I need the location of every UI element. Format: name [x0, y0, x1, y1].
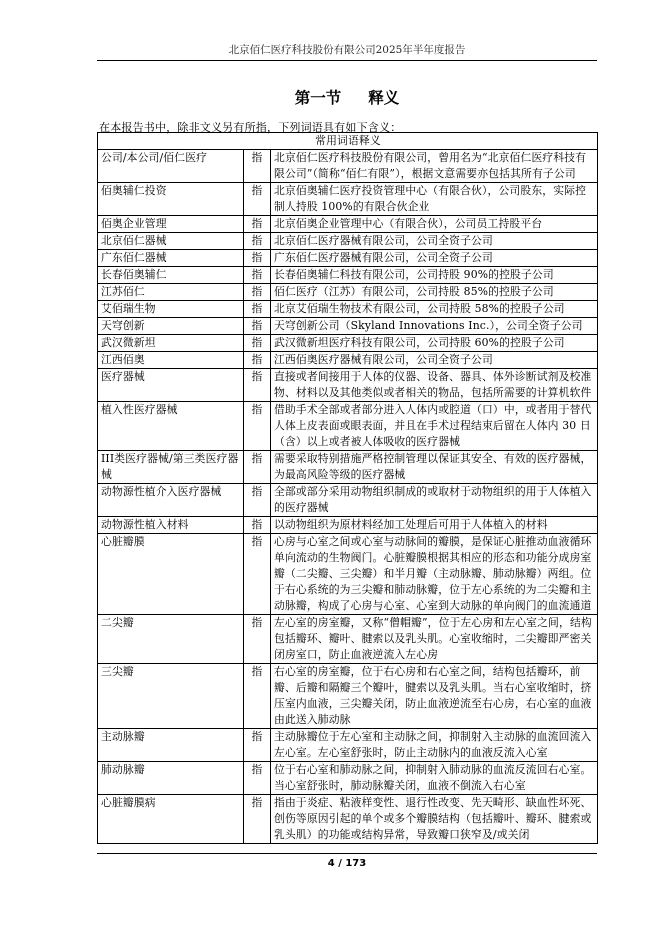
page-number: 4 / 173 [327, 858, 367, 869]
ref-cell: 指 [244, 369, 271, 402]
term-cell: III类医疗器械/第三类医疗器械 [98, 451, 244, 484]
table-row [98, 233, 598, 250]
ref-cell: 指 [244, 318, 271, 335]
ref-cell: 指 [244, 795, 271, 844]
term-cell: 江苏佰仁 [98, 284, 244, 301]
ref-cell: 指 [244, 664, 271, 729]
header-divider [97, 60, 597, 61]
definitions-table [97, 132, 598, 844]
term-cell: 医疗器械 [98, 369, 244, 402]
term-cell: 天穹创新 [98, 318, 244, 335]
ref-cell: 指 [244, 284, 271, 301]
term-cell: 动物源性植介入医疗器械 [98, 484, 244, 517]
term-cell: 佰奥企业管理 [98, 216, 244, 233]
term-cell: 广东佰仁器械 [98, 250, 244, 267]
table-row [98, 795, 598, 844]
ref-cell: 指 [244, 352, 271, 369]
table-row [98, 284, 598, 301]
term-cell: 佰奥辅仁投资 [98, 183, 244, 216]
table-row [98, 402, 598, 451]
table-row [98, 664, 598, 729]
definition-cell: 北京佰仁医疗器械有限公司，公司全资子公司 [271, 233, 598, 250]
ref-cell: 指 [244, 335, 271, 352]
report-header: 北京佰仁医疗科技股份有限公司2025年半年度报告 [228, 44, 466, 56]
definition-cell: 北京佰奥辅仁医疗投资管理中心（有限合伙），公司股东，实际控制人持股 100%的有限合伙企业 [271, 183, 598, 216]
ref-cell: 指 [244, 216, 271, 233]
table-row [98, 301, 598, 318]
definition-cell: 以动物组织为原材料经加工处理后可用于人体植入的材料 [271, 517, 598, 534]
term-cell: 心脏瓣膜病 [98, 795, 244, 844]
definition-cell: 天穹创新公司（Skyland Innovations Inc.），公司全资子公司 [271, 318, 598, 335]
ref-cell: 指 [244, 451, 271, 484]
definition-cell: 位于右心室和肺动脉之间，抑制射入肺动脉的血流反流回右心室。当心室舒张时，肺动脉瓣关闭，血液不倒流入右心室 [271, 762, 598, 795]
definition-cell: 广东佰仁医疗器械有限公司，公司全资子公司 [271, 250, 598, 267]
term-cell: 长春佰奥辅仁 [98, 267, 244, 284]
table-row [98, 150, 598, 183]
ref-cell: 指 [244, 402, 271, 451]
definition-cell: 长春佰奥辅仁科技有限公司，公司持股 90%的控股子公司 [271, 267, 598, 284]
table-row [98, 335, 598, 352]
term-cell: 武汉微新坦 [98, 335, 244, 352]
term-cell: 动物源性植入材料 [98, 517, 244, 534]
definition-cell: 借助手术全部或者部分进入人体内或腔道（口）中，或者用于替代人体上皮表面或眼表面，并且在手术过程结束后留在人体内 30 日（含）以上或者被人体吸收的医疗器械 [271, 402, 598, 451]
intro-text: 在本报告书中，除非文义另有所指，下列词语具有如下含义： [99, 121, 402, 134]
definition-cell: 需要采取特别措施严格控制管理以保证其安全、有效的医疗器械，为最高风险等级的医疗器械 [271, 451, 598, 484]
table-row [98, 484, 598, 517]
term-cell: 艾佰瑞生物 [98, 301, 244, 318]
table-row [98, 451, 598, 484]
definition-cell: 直接或者间接用于人体的仪器、设备、器具、体外诊断试剂及校准物、材料以及其他类似或者相关的物品，包括所需要的计算机软件 [271, 369, 598, 402]
ref-cell: 指 [244, 250, 271, 267]
ref-cell: 指 [244, 484, 271, 517]
ref-cell: 指 [244, 183, 271, 216]
definition-cell: 心房与心室之间或心室与动脉间的瓣膜，是保证心脏推动血液循环单向流动的生物阀门。心脏瓣膜根据其相应的形态和功能分成房室瓣（二尖瓣、三尖瓣）和半月瓣（主动脉瓣、肺动脉瓣）两组。位于右心系统的为三尖瓣和肺动脉瓣，位于左心系统的为二尖瓣和主动脉瓣，构成了心房与心室、心室到大动脉的单向阀门的血流通道 [271, 534, 598, 615]
table-caption: 常用词语释义 [98, 133, 598, 150]
definition-cell: 佰仁医疗（江苏）有限公司，公司持股 85%的控股子公司 [271, 284, 598, 301]
section-title [97, 86, 597, 108]
ref-cell: 指 [244, 534, 271, 615]
table-row [98, 267, 598, 284]
term-cell: 公司/本公司/佰仁医疗 [98, 150, 244, 183]
table-row [98, 534, 598, 615]
term-cell: 植入性医疗器械 [98, 402, 244, 451]
ref-cell: 指 [244, 762, 271, 795]
term-cell: 三尖瓣 [98, 664, 244, 729]
ref-cell: 指 [244, 615, 271, 664]
table-row [98, 729, 598, 762]
table-row [98, 615, 598, 664]
definition-cell: 北京佰奥企业管理中心（有限合伙），公司员工持股平台 [271, 216, 598, 233]
definitions-body [98, 150, 598, 844]
section-name: 释义 [368, 89, 400, 107]
ref-cell: 指 [244, 301, 271, 318]
definition-cell: 主动脉瓣位于左心室和主动脉之间，抑制射入主动脉的血流回流入左心室。左心室舒张时，防止主动脉内的血液反流入心室 [271, 729, 598, 762]
term-cell: 主动脉瓣 [98, 729, 244, 762]
table-row [98, 517, 598, 534]
ref-cell: 指 [244, 729, 271, 762]
table-row [98, 369, 598, 402]
term-cell: 心脏瓣膜 [98, 534, 244, 615]
ref-cell: 指 [244, 517, 271, 534]
definition-cell: 左心室的房室瓣，又称“僧帽瓣”，位于左心房和左心室之间，结构包括瓣环、瓣叶、腱索以及乳头肌。心室收缩时，二尖瓣即严密关闭房室口，防止血液逆流入左心房 [271, 615, 598, 664]
ref-cell: 指 [244, 267, 271, 284]
table-row [98, 352, 598, 369]
definition-cell: 武汉微新坦医疗科技有限公司，公司持股 60%的控股子公司 [271, 335, 598, 352]
term-cell: 肺动脉瓣 [98, 762, 244, 795]
ref-cell: 指 [244, 150, 271, 183]
table-row [98, 250, 598, 267]
table-row [98, 318, 598, 335]
definition-cell: 全部或部分采用动物组织制成的或取材于动物组织的用于人体植入的医疗器械 [271, 484, 598, 517]
table-row [98, 216, 598, 233]
table-row [98, 183, 598, 216]
term-cell: 二尖瓣 [98, 615, 244, 664]
table-row [98, 762, 598, 795]
definition-cell: 右心室的房室瓣，位于右心房和右心室之间，结构包括瓣环，前瓣、后瓣和隔瓣三个瓣叶，腱索以及乳头肌。当右心室收缩时，挤压室内血液，三尖瓣关闭，防止血液逆流至右心房，右心室的血液由此送入肺动脉 [271, 664, 598, 729]
definition-cell: 北京艾佰瑞生物技术有限公司，公司持股 58%的控股子公司 [271, 301, 598, 318]
ref-cell: 指 [244, 233, 271, 250]
term-cell: 江西佰奥 [98, 352, 244, 369]
term-cell: 北京佰仁器械 [98, 233, 244, 250]
footer-divider [97, 853, 597, 854]
definition-cell: 指由于炎症、粘液样变性、退行性改变、先天畸形、缺血性坏死、创伤等原因引起的单个或多个瓣膜结构（包括瓣叶、瓣环、腱索或乳头肌）的功能或结构异常，导致瓣口狭窄及/或关闭 [271, 795, 598, 844]
definition-cell: 北京佰仁医疗科技股份有限公司，曾用名为“北京佰仁医疗科技有限公司”（简称“佰仁有限”），根据文意需要亦包括其所有子公司 [271, 150, 598, 183]
definition-cell: 江西佰奥医疗器械有限公司，公司全资子公司 [271, 352, 598, 369]
section-number: 第一节 [294, 89, 342, 107]
